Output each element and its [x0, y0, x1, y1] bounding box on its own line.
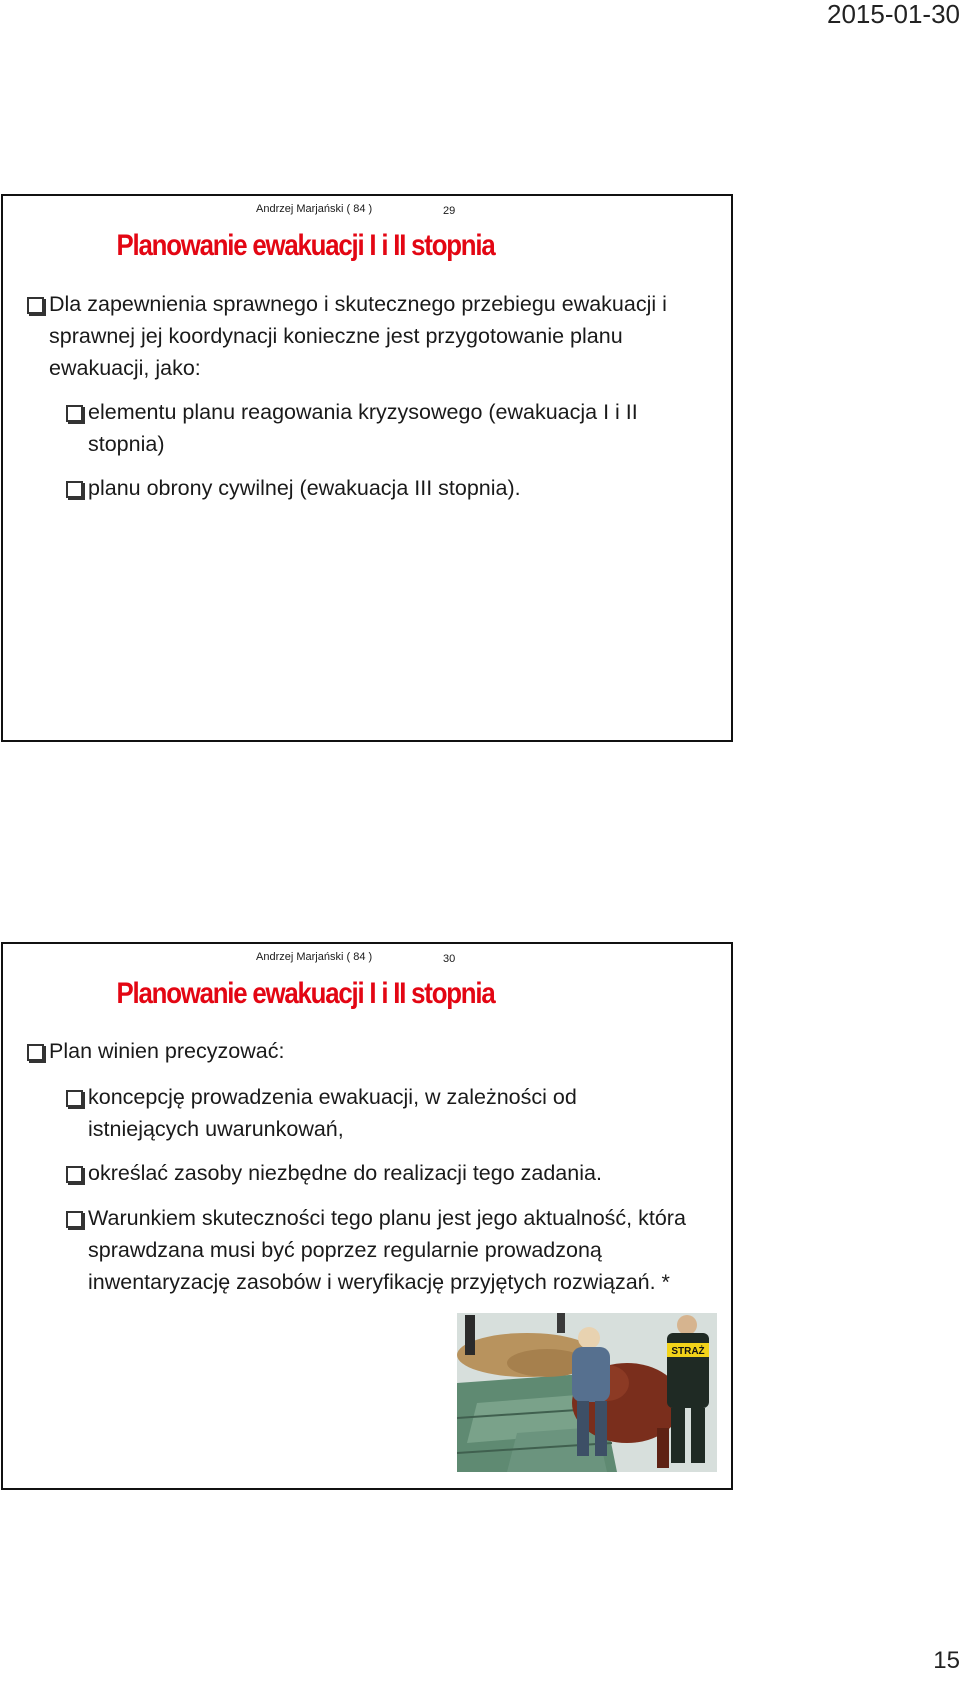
list-item	[27, 288, 667, 384]
checkbox-bullet-icon	[27, 1044, 44, 1061]
firefighter-vest-text: STRAŻ	[671, 1346, 705, 1357]
list-item	[66, 1157, 706, 1189]
slide-29	[1, 194, 733, 742]
header-slide-number: 29	[443, 205, 456, 217]
checkbox-bullet-icon	[66, 405, 83, 422]
header-author: Andrzej Marjański ( 84 )	[256, 951, 373, 963]
bullet-text: Plan winien precyzować:	[49, 1039, 285, 1063]
slide-30	[1, 942, 733, 1490]
checkbox-bullet-icon	[66, 1166, 83, 1183]
checkbox-bullet-icon	[66, 481, 83, 498]
rescue-photo	[457, 1313, 717, 1472]
list-item	[27, 1035, 687, 1067]
checkbox-bullet-icon	[66, 1090, 83, 1107]
bullet-text: Warunkiem skuteczności tego planu jest jego aktualność, która sprawdzana musi być poprzez regularnie prowadzoną inwentaryzację zasobów i weryfikację przyjętych rozwiązań. *	[88, 1206, 686, 1294]
header-author: Andrzej Marjański ( 84 )	[256, 203, 373, 215]
slide-title: Planowanie ewakuacji I i II stopnia	[116, 977, 495, 1010]
checkbox-bullet-icon	[66, 1211, 83, 1228]
slide-title: Planowanie ewakuacji I i II stopnia	[116, 229, 495, 262]
list-item	[66, 396, 706, 460]
list-item	[66, 472, 706, 504]
bullet-text: koncepcję prowadzenia ewakuacji, w zależności od istniejących uwarunkowań,	[88, 1085, 577, 1141]
slide-header	[3, 201, 731, 219]
bullet-text: elementu planu reagowania kryzysowego (ewakuacja I i II stopnia)	[88, 400, 638, 456]
bullet-text: Dla zapewnienia sprawnego i skutecznego przebiegu ewakuacji i sprawnej jej koordynacji konieczne jest przygotowanie planu ewakuacji, jako:	[49, 292, 667, 380]
bullet-text: planu obrony cywilnej (ewakuacja III stopnia).	[88, 476, 521, 500]
list-item	[66, 1202, 716, 1298]
page-date: 2015-01-30	[827, 0, 960, 29]
bullet-text: określać zasoby niezbędne do realizacji tego zadania.	[88, 1161, 602, 1185]
rescue-photo-illustration	[457, 1313, 717, 1472]
slide-header	[3, 949, 731, 967]
list-item	[66, 1081, 676, 1145]
header-slide-number: 30	[443, 953, 456, 965]
checkbox-bullet-icon	[27, 297, 44, 314]
page-number: 15	[933, 1647, 960, 1674]
